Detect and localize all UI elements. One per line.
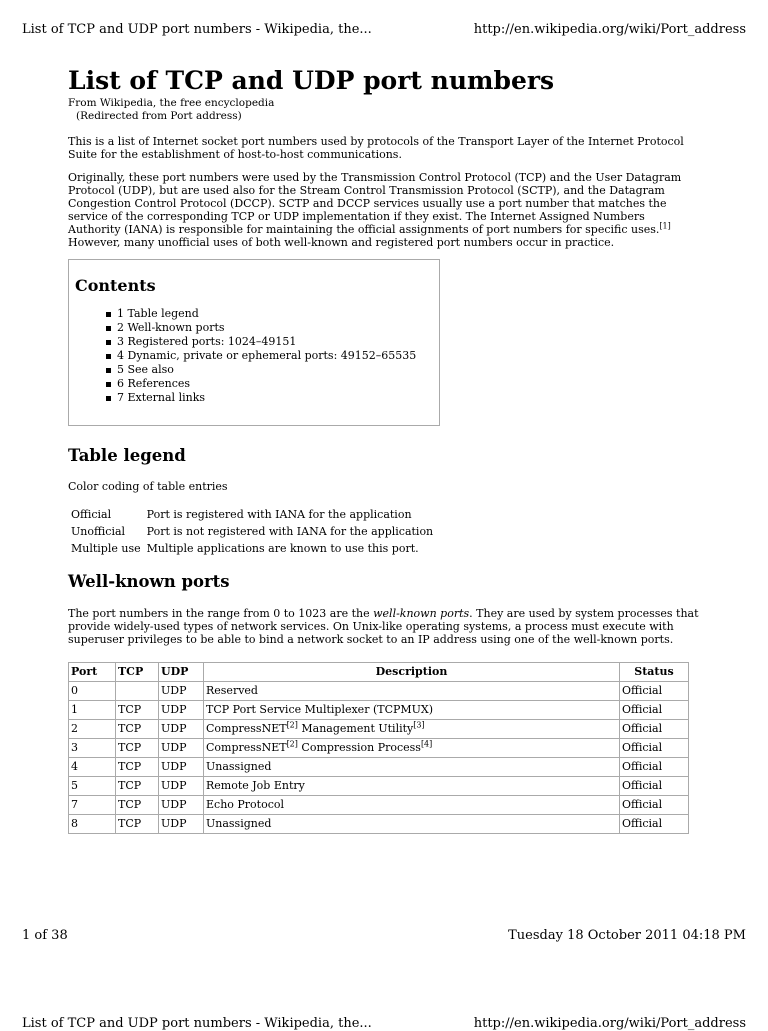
well-known-text: The port numbers in the range from 0 to 1023 are the — [68, 607, 374, 620]
cell-status: Official — [620, 815, 689, 834]
legend-label: Multiple use — [71, 542, 141, 555]
cell-description — [204, 815, 620, 834]
legend-caption: Color coding of table entries — [68, 480, 228, 493]
reference-link[interactable]: [2] — [286, 739, 298, 749]
col-tcp: TCP — [116, 663, 159, 682]
cell-status: Official — [620, 758, 689, 777]
well-known-paragraph — [68, 607, 700, 646]
cell-udp: UDP — [159, 682, 204, 701]
cell-tcp: TCP — [116, 739, 159, 758]
section-heading-well-known-ports: Well-known ports — [68, 572, 230, 591]
redirect-note: (Redirected from Port address) — [76, 110, 242, 122]
cell-description — [204, 796, 620, 815]
cell-description — [204, 758, 620, 777]
print-footer-timestamp: Tuesday 18 October 2011 04:18 PM — [508, 928, 746, 943]
legend-label: Unofficial — [71, 525, 126, 538]
cell-description — [204, 777, 620, 796]
legend-text: Port is not registered with IANA for the application — [146, 525, 434, 538]
reference-link[interactable]: [2] — [286, 720, 298, 730]
cell-status: Official — [620, 682, 689, 701]
cell-port: 2 — [69, 720, 116, 739]
description-text: Remote Job Entry — [206, 779, 305, 792]
cell-port: 5 — [69, 777, 116, 796]
cell-status: Official — [620, 720, 689, 739]
ports-table — [68, 662, 689, 834]
description-text: Echo Protocol — [206, 798, 285, 811]
reference-link[interactable]: [3] — [413, 720, 425, 730]
description-text: Compression Process — [297, 741, 421, 754]
description-text: Reserved — [206, 684, 258, 697]
cell-port: 8 — [69, 815, 116, 834]
toc-item[interactable]: 3 Registered ports: 1024–49151 — [117, 335, 433, 349]
cell-description — [204, 682, 620, 701]
article-content — [68, 66, 700, 834]
table-row — [69, 701, 689, 720]
cell-udp: UDP — [159, 796, 204, 815]
cell-status: Official — [620, 777, 689, 796]
legend-text: Multiple applications are known to use this port. — [146, 542, 419, 555]
cell-tcp: TCP — [116, 815, 159, 834]
cell-description — [204, 701, 620, 720]
reference-link[interactable]: [4] — [420, 739, 433, 749]
well-known-text-tail: . They are used by system processes that provide widely-used types of network services. On Unix-like operating systems, a process must execute with superuser privileges to be able to bind a network socket to an IP address using one of the well-known ports. — [68, 607, 699, 646]
cell-port: 3 — [69, 739, 116, 758]
description-text: CompressNET — [206, 741, 287, 754]
cell-description — [204, 739, 620, 758]
description-text: Unassigned — [206, 760, 272, 773]
legend-text: Port is registered with IANA for the application — [146, 508, 412, 521]
cell-port: 7 — [69, 796, 116, 815]
description-text: Management Utility — [297, 722, 414, 735]
cell-tcp — [116, 682, 159, 701]
cell-tcp: TCP — [116, 720, 159, 739]
legend-row — [68, 523, 436, 540]
toc-item[interactable]: 4 Dynamic, private or ephemeral ports: 49152–65535 — [117, 349, 433, 363]
origin-text: Originally, these port numbers were used by the Transmission Control Protocol (TCP) and the User Datagram Protocol (UDP), but are used also for the Stream Control Transmission Protocol (SCTP), and the Datagram Congestion Control Protocol (DCCP). SCTP and DCCP services usually use a port number that matches the service of the corresponding TCP or UDP implementation if they exist. The Internet Assigned Numbers Authority (IANA) is responsible for maintaining the official assignments of port numbers for specific uses. — [68, 171, 682, 236]
print-header-url-next[interactable]: http://en.wikipedia.org/wiki/Port_address — [473, 1016, 746, 1031]
table-row — [69, 815, 689, 834]
cell-description — [204, 720, 620, 739]
cell-status: Official — [620, 701, 689, 720]
cell-tcp: TCP — [116, 777, 159, 796]
cell-udp: UDP — [159, 815, 204, 834]
cell-tcp: TCP — [116, 796, 159, 815]
origin-text-tail: However, many unofficial uses of both well-known and registered port numbers occur in practice. — [68, 236, 615, 249]
cell-status: Official — [620, 796, 689, 815]
cell-port: 1 — [69, 701, 116, 720]
col-status: Status — [620, 663, 689, 682]
description-text: TCP Port Service Multiplexer (TCPMUX) — [206, 703, 434, 716]
legend-row — [68, 506, 436, 523]
legend-table — [68, 506, 436, 557]
toc-item[interactable]: 5 See also — [117, 363, 433, 377]
col-description: Description — [204, 663, 620, 682]
cell-port: 4 — [69, 758, 116, 777]
toc-item[interactable]: 7 External links — [117, 391, 433, 405]
table-row — [69, 739, 689, 758]
cell-udp: UDP — [159, 758, 204, 777]
print-header-title: List of TCP and UDP port numbers - Wikipedia, the... — [22, 22, 372, 37]
legend-label: Official — [71, 508, 112, 521]
print-header-title-next: List of TCP and UDP port numbers - Wikipedia, the... — [22, 1016, 372, 1031]
cell-udp: UDP — [159, 701, 204, 720]
table-of-contents — [68, 259, 440, 426]
table-row — [69, 777, 689, 796]
legend-row — [68, 540, 436, 557]
toc-title: Contents — [75, 276, 156, 295]
site-subtitle: From Wikipedia, the free encyclopedia — [68, 97, 275, 109]
toc-item[interactable]: 6 References — [117, 377, 433, 391]
cell-tcp: TCP — [116, 758, 159, 777]
cell-udp: UDP — [159, 777, 204, 796]
intro-paragraph: This is a list of Internet socket port numbers used by protocols of the Transport Layer of the Internet Protocol Suite for the establishment of host-to-host communications. — [68, 135, 684, 161]
cell-port: 0 — [69, 682, 116, 701]
cell-status: Official — [620, 739, 689, 758]
print-footer-page: 1 of 38 — [22, 928, 68, 943]
description-text: Unassigned — [206, 817, 272, 830]
toc-item[interactable]: 2 Well-known ports — [117, 321, 433, 335]
cell-tcp: TCP — [116, 701, 159, 720]
table-row — [69, 796, 689, 815]
well-known-emphasis: well-known ports — [373, 607, 470, 620]
origin-paragraph — [68, 171, 700, 249]
ports-table-header — [69, 663, 689, 682]
page-title: List of TCP and UDP port numbers — [68, 66, 555, 95]
table-row — [69, 758, 689, 777]
col-udp: UDP — [159, 663, 204, 682]
print-header-url[interactable]: http://en.wikipedia.org/wiki/Port_address — [473, 22, 746, 37]
description-text: CompressNET — [206, 722, 287, 735]
cell-udp: UDP — [159, 739, 204, 758]
col-port: Port — [69, 663, 116, 682]
table-row — [69, 720, 689, 739]
cell-udp: UDP — [159, 720, 204, 739]
table-row — [69, 682, 689, 701]
reference-link[interactable]: [1] — [659, 221, 671, 231]
toc-list — [75, 307, 433, 405]
section-heading-table-legend: Table legend — [68, 446, 186, 465]
toc-item[interactable]: 1 Table legend — [117, 307, 433, 321]
